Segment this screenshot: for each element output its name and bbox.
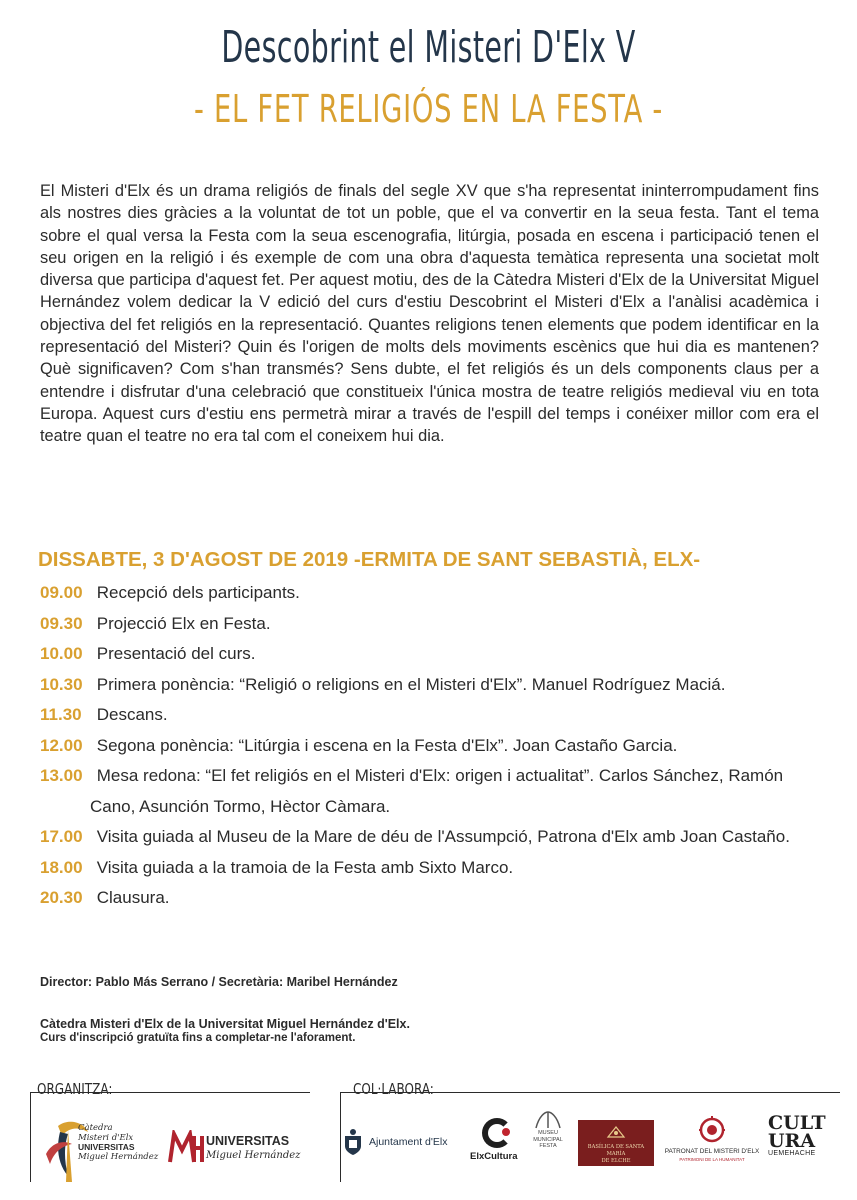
cultura-logo-line: URA bbox=[768, 1130, 816, 1152]
page-subtitle: - EL FET RELIGIÓS EN LA FESTA - bbox=[193, 87, 664, 131]
colabora-label: COL·LABORA: bbox=[353, 1080, 434, 1098]
schedule-time: 17.00 bbox=[40, 827, 83, 846]
schedule-item bbox=[40, 731, 830, 762]
catedra-logo-line: Misteri d'Elx bbox=[78, 1132, 134, 1143]
ajuntament-logo bbox=[343, 1128, 463, 1164]
intro-paragraph: El Misteri d'Elx és un drama religiós de finals del segle XV que s'ha representat ininterrompudament fins als nostres dies gràcies a la voluntat de tot un poble, que el va convertir en la seua festa. Tant el tema sobre el qual versa la Festa com la seua escenografia, litúrgia, posada en escena i participació tenen el seu origen en la religió i és exemple de com una obra d'aquesta temàtica representa una societat molt diversa que participa d'aquest fet. Per aquest motiu, des de la Càtedra Misteri d'Elx de la Universitat Miguel Hernández volem dedicar la V edició del curs d'estiu Descobrint el Misteri d'Elx a l'anàlisi acadèmica i objectiva del fet religiós en la representació. Quantes religions tenen elements que podem identificar en la representació del Misteri? Quin és l'origen de molts dels moviments escènics que hui dia es mantenen? Què significaven? Com s'han transmés? Sens dubte, el fet religiós és un dels components claus per a entendre i disfrutar d'una celebració que constitueix l'única mostra de teatre religiós medieval viu en tota Europa. Aquest curs d'estiu ens permetrà mirar a través de l'espill del temps i conéixer millor com era el teatre quan el teatre no era tal com el coneixem hui dia. bbox=[40, 182, 819, 446]
patronat-logo-main: PATRONAT DEL MISTERI D'ELX bbox=[664, 1148, 760, 1155]
schedule-time: 09.00 bbox=[40, 583, 83, 602]
schedule-time: 10.30 bbox=[40, 674, 83, 694]
schedule-text: Visita guiada a la tramoia de la Festa amb Sixto Marco. bbox=[96, 857, 514, 877]
umh-logo bbox=[168, 1130, 303, 1170]
museu-logo-line: MUSEU bbox=[538, 1130, 558, 1136]
schedule-text: Descans. bbox=[96, 705, 168, 724]
schedule-text: Presentació del curs. bbox=[96, 644, 256, 663]
schedule-time: 11.30 bbox=[40, 705, 82, 724]
schedule-item bbox=[40, 761, 830, 822]
cultura-logo bbox=[768, 1114, 830, 1170]
patronat-logo-sub: PATRIMONI DE LA HUMANITAT bbox=[679, 1157, 745, 1162]
schedule-text: Primera ponència: “Religió o religions en el Misteri d'Elx”. Manuel Rodríguez Maciá. bbox=[96, 674, 726, 694]
schedule-text: Visita guiada al Museu de la Mare de déu de l'Assumpció, Patrona d'Elx amb Joan Castaño. bbox=[96, 827, 790, 846]
schedule-item bbox=[40, 639, 830, 670]
free-registration-note: Curs d'inscripció gratuïta fins a completar-ne l'aforament. bbox=[40, 1032, 356, 1044]
schedule-time: 13.00 bbox=[40, 766, 83, 785]
catedra-logo-line: Miguel Hernández bbox=[78, 1151, 159, 1162]
basilica-logo-line: DE ELCHE bbox=[601, 1158, 631, 1164]
organitza-label: ORGANITZA: bbox=[37, 1080, 113, 1098]
basilica-logo bbox=[578, 1120, 654, 1166]
umh-logo-sub: Miguel Hernández bbox=[206, 1150, 301, 1161]
schedule-list bbox=[40, 578, 830, 914]
ajuntament-logo-text: Ajuntament d'Elx bbox=[369, 1136, 448, 1148]
ajuntament-shield-icon bbox=[343, 1128, 363, 1156]
schedule-item bbox=[40, 670, 830, 701]
chair-line: Càtedra Misteri d'Elx de la Universitat Miguel Hernández d'Elx. bbox=[40, 1017, 410, 1031]
patronat-logo bbox=[662, 1116, 762, 1170]
cultura-logo-line: CULT bbox=[768, 1112, 826, 1134]
schedule-text: Mesa redona: “El fet religiós en el Misteri d'Elx: origen i actualitat”. Carlos Sánchez, Ramón Cano, Asunción Tormo, Hèctor Càmara. bbox=[90, 766, 784, 816]
schedule-text: Recepció dels participants. bbox=[96, 583, 300, 602]
day-heading: DISSABTE, 3 D'AGOST DE 2019 -ERMITA DE SANT SEBASTIÀ, ELX- bbox=[38, 548, 701, 571]
museu-emblem-icon bbox=[533, 1110, 563, 1130]
schedule-time: 18.00 bbox=[40, 857, 83, 877]
credits-line: Director: Pablo Más Serrano / Secretària: Maribel Hernández bbox=[40, 975, 398, 989]
cultura-logo-sub: UEMEHACHE bbox=[768, 1150, 816, 1157]
basilica-logo-line: BASÍLICA DE SANTA MARÍA bbox=[587, 1144, 645, 1157]
umh-emblem-icon bbox=[168, 1130, 204, 1164]
schedule-item bbox=[40, 853, 830, 884]
schedule-item bbox=[40, 822, 830, 853]
schedule-item bbox=[40, 609, 830, 640]
basilica-emblem-icon bbox=[606, 1125, 626, 1139]
schedule-time: 12.00 bbox=[40, 735, 83, 755]
page-title: Descobrint el Misteri D'Elx V bbox=[221, 22, 636, 73]
elxcultura-dot-icon bbox=[502, 1128, 510, 1136]
museu-logo-line: MUNICIPAL bbox=[533, 1136, 563, 1143]
schedule-time: 09.30 bbox=[40, 613, 83, 633]
schedule-time: 20.30 bbox=[40, 888, 83, 907]
schedule-text: Clausura. bbox=[96, 888, 170, 907]
schedule-text: Projecció Elx en Festa. bbox=[96, 613, 271, 633]
schedule-item bbox=[40, 578, 830, 609]
catedra-logo-line: UNIVERSITAS bbox=[78, 1142, 135, 1152]
patronat-emblem-icon bbox=[699, 1116, 725, 1146]
museu-logo bbox=[530, 1110, 566, 1168]
schedule-text: Segona ponència: “Litúrgia i escena en la Festa d'Elx”. Joan Castaño Garcia. bbox=[96, 735, 678, 755]
schedule-time: 10.00 bbox=[40, 644, 83, 663]
schedule-item bbox=[40, 700, 830, 731]
catedra-logo bbox=[38, 1118, 163, 1183]
catedra-logo-line: Càtedra bbox=[78, 1123, 113, 1133]
schedule-item bbox=[40, 883, 830, 914]
elxcultura-logo-text: ElxCultura bbox=[470, 1151, 518, 1162]
elxcultura-logo bbox=[468, 1118, 528, 1166]
umh-logo-main: UNIVERSITAS bbox=[206, 1134, 290, 1148]
museu-logo-line: FESTA bbox=[539, 1143, 557, 1149]
